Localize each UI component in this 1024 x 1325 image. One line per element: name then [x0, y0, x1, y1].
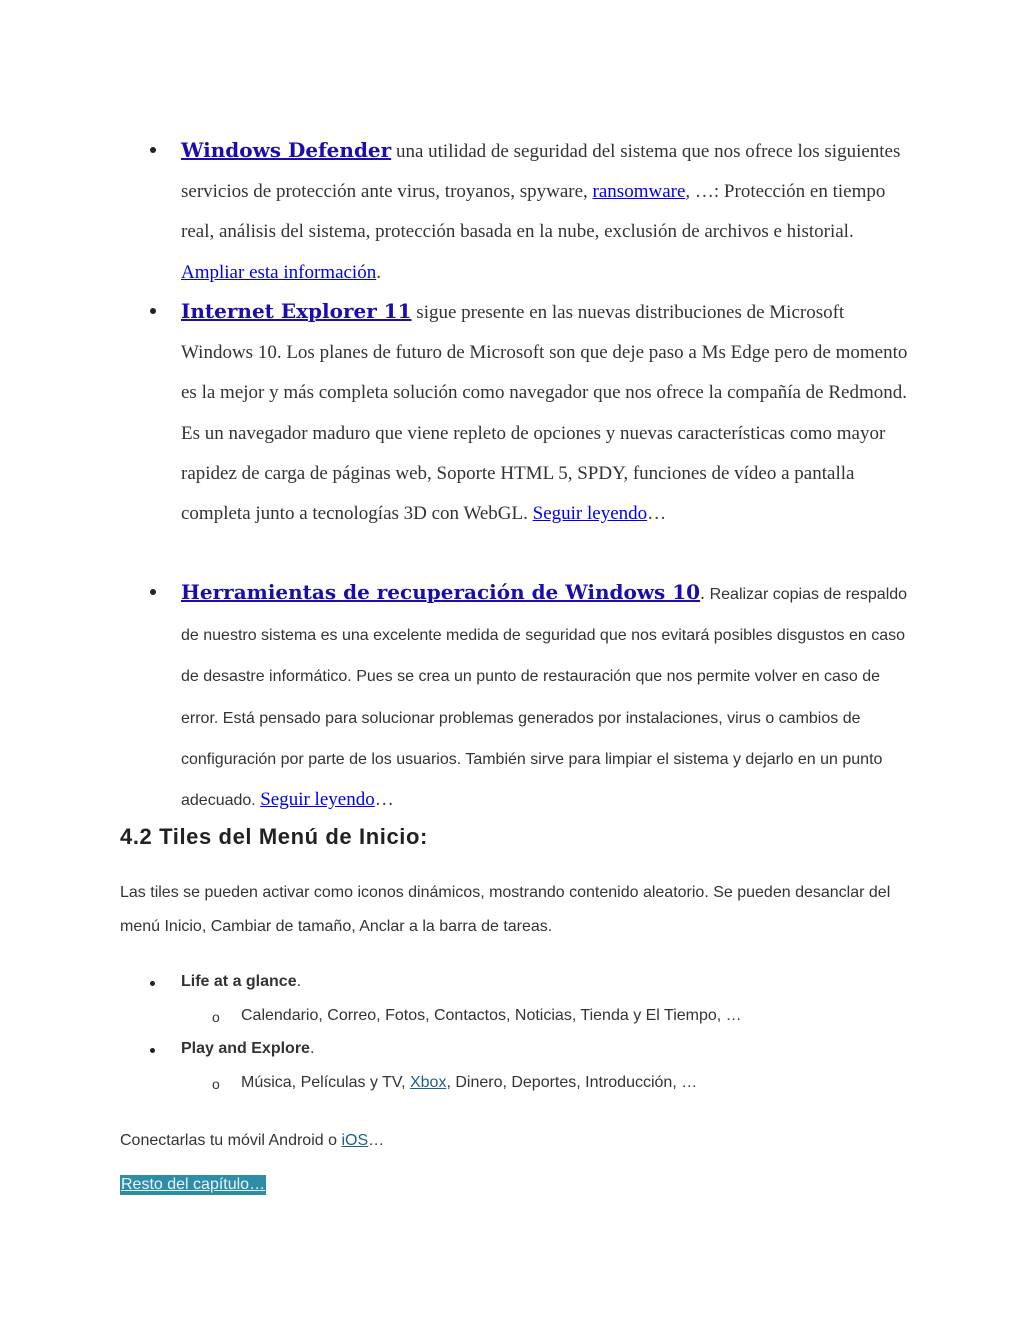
bullet-icon [150, 981, 155, 986]
item-body: … [647, 503, 667, 525]
paragraph: Las tiles se pueden activar como iconos dinámicos, mostrando contenido aleatorio. Se pueden desanclar del menú Inicio, Cambiar de tamaño, Anclar a la barra de tareas. [120, 884, 891, 935]
bullet-icon [150, 589, 156, 595]
item-text [181, 572, 916, 821]
resto-capitulo-link[interactable]: Resto del capítulo… [121, 1176, 266, 1193]
internet-explorer-link[interactable]: Internet Explorer 11 [181, 299, 412, 323]
ios-link[interactable]: iOS [341, 1132, 369, 1149]
connect-text: Conectarlas tu móvil Android o [120, 1132, 342, 1149]
connect-line [120, 1124, 910, 1158]
bullet-icon [150, 147, 156, 153]
windows-defender-link[interactable]: Windows Defender [181, 138, 392, 162]
seguir-leyendo-link-2[interactable]: Seguir leyendo [260, 789, 375, 811]
item-body: . [376, 261, 381, 283]
list-item [181, 973, 301, 991]
list-item-title: Life at a glance [181, 973, 297, 990]
sub-list-item: Calendario, Correo, Fotos, Contactos, Noticias, Tienda y El Tiempo, … [241, 1007, 742, 1024]
item-body: . [700, 583, 710, 604]
sub-item-text: , Dinero, Deportes, Introducción, … [446, 1074, 698, 1091]
ampliar-info-link[interactable]: Ampliar esta información [181, 261, 377, 283]
connect-text: … [368, 1132, 385, 1149]
list-item [181, 1040, 314, 1058]
bullet-icon [150, 1048, 155, 1053]
item-body: Realizar copias de respaldo de nuestro sistema es una excelente medida de seguridad que nos evitará posibles disgustos en caso de desastre informático. Pues se crea un punto de restauración que nos permite volver en caso de error. Está pensado para solucionar problemas generados por instalaciones, virus o cambios de configuración por parte de los usuarios. También sirve para limpiar el sistema y dejarlo en un punto adecuado. [181, 586, 908, 810]
item-body: sigue presente en las nuevas distribuciones de Microsoft Windows 10. Los planes de futuro de Microsoft son que deje paso a Ms Edge pero de momento es la mejor y más completa solución como navegador que nos ofrece la compañía de Redmond. Es un navegador maduro que viene repleto de opciones y nuevas características como mayor rapidez de carga de páginas web, Soporte HTML 5, SPDY, funciones de vídeo a pantalla completa junto a tecnologías 3D con WebGL. [181, 302, 908, 525]
list-item-suffix: . [296, 973, 302, 990]
item-text [181, 130, 916, 293]
herramientas-recuperacion-link[interactable]: Herramientas de recuperación de Windows 10 [181, 580, 701, 604]
item-body: … [374, 789, 394, 811]
seguir-leyendo-link[interactable]: Seguir leyendo [532, 503, 648, 525]
bullet-icon [150, 308, 156, 314]
item-body: una utilidad de seguridad del sistema que nos ofrece los siguientes servicios de protección ante virus, troyanos, spyware, [181, 141, 901, 203]
section-heading: 4.2 Tiles del Menú de Inicio: [120, 824, 428, 849]
sub-bullet-icon: o [212, 1009, 220, 1025]
list-item-suffix: . [309, 1040, 315, 1057]
sub-list-item [241, 1074, 697, 1092]
item-body: , …: Protección en tiempo real, análisis del sistema, protección basada en la nube, exclusión de archivos e historial. [181, 181, 886, 243]
xbox-link[interactable]: Xbox [409, 1074, 447, 1091]
sub-item-text: Música, Películas y TV, [241, 1074, 410, 1091]
ransomware-link[interactable]: ransomware [592, 181, 686, 203]
list-item-title: Play and Explore [181, 1040, 310, 1057]
item-text [181, 291, 916, 534]
sub-bullet-icon: o [212, 1076, 220, 1092]
